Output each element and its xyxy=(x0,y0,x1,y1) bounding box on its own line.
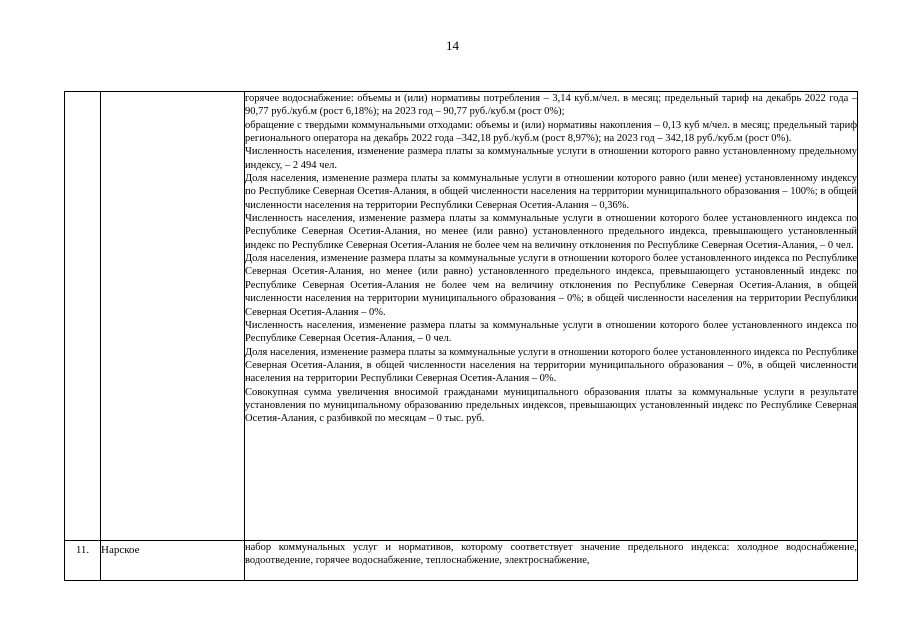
row-number-cell: 11. xyxy=(65,541,101,581)
content-paragraph: обращение с твердыми коммунальными отходами: объемы и (или) нормативы накопления – 0,13 куб м/чел. в месяц; предельный тариф регионального оператора на декабрь 2022 года –342,18 руб./куб.м (рост 8,97%); на 2023 год – 342,18 руб./куб.м (рост 0%). xyxy=(245,119,857,145)
content-paragraph: Численность населения, изменение размера платы за коммунальные услуги в отношении которого равно установленному предельному индексу, – 2 494 чел. xyxy=(245,146,857,171)
content-paragraph: Численность населения, изменение размера платы за коммунальные услуги в отношении которого более установленного индекса по Республике Северная Осетия-Алания, – 0 чел. xyxy=(245,319,857,345)
content-paragraph: Доля населения, изменение размера платы за коммунальные услуги в отношении которого более установленного индекса по Республике Северная Осетия-Алания, в общей численности населения на территории муниципального образования – 0%, в общей численности населения на территории Республики Северная Осетия-Алания – 0%. xyxy=(245,346,858,385)
table-row xyxy=(65,541,858,581)
row-number-cell xyxy=(65,92,101,541)
row-content-cell xyxy=(245,541,858,581)
row-content-cell xyxy=(245,92,858,541)
content-paragraph: Численность населения, изменение размера платы за коммунальные услуги в отношении которого более установленного индекса по Республике Северная Осетия-Алания, но менее (или равно) установленного предельного индекса, превышающего установленный индекс по Республике Северная Осетия-Алания не более чем на величину отклонения по Республике Северная Осетия-Алания, – 0 чел. xyxy=(245,213,857,251)
table-row xyxy=(65,92,858,541)
municipality-name-cell: Нарское xyxy=(101,541,245,581)
content-paragraph: набор коммунальных услуг и нормативов, которому соответствует значение предельного индекса: холодное водоснабжение, водоотведение, горячее водоснабжение, теплоснабжение, электроснабжение, xyxy=(245,542,857,567)
municipality-name-cell xyxy=(101,92,245,541)
content-paragraph: горячее водоснабжение: объемы и (или) нормативы потребления – 3,14 куб.м/чел. в месяц; предельный тариф на декабрь 2022 года – 90,77 руб./куб.м (рост 6,18%); на 2023 год – 90,77 руб./куб.м (рост 0%); xyxy=(245,93,857,118)
content-paragraph: Доля населения, изменение размера платы за коммунальные услуги в отношении которого более установленного индекса по Республике Северная Осетия-Алания, но менее (или равно) установленного предельного индекса, превышающего установленный индекс по Республике Северная Осетия-Алания не более чем на величину отклонения по Республике Северная Осетия-Алания, в общей численности населения на территории муниципального образования – 0%; в общей численности населения на территории Республики Северная Осетия-Алания – 0%. xyxy=(245,253,858,318)
page-number: 14 xyxy=(446,38,459,53)
municipal-index-table xyxy=(64,91,858,581)
content-paragraph: Совокупная сумма увеличения вносимой гражданами муниципального образования платы за коммунальные услуги в результате установления по муниципальному образованию предельных индексов, превышающих установленный индекс по Республике Северная Осетия-Алания, с разбивкой по месяцам – 0 тыс. руб. xyxy=(245,386,857,425)
content-paragraph: Доля населения, изменение размера платы за коммунальные услуги в отношении которого равно (или менее) установленному индексу по Республике Северная Осетия-Алания, в общей численности населения на территории муниципального образования – 100%; в общей численности населения на территории Республики Северная Осетия-Алания – 0,36%. xyxy=(245,173,857,211)
